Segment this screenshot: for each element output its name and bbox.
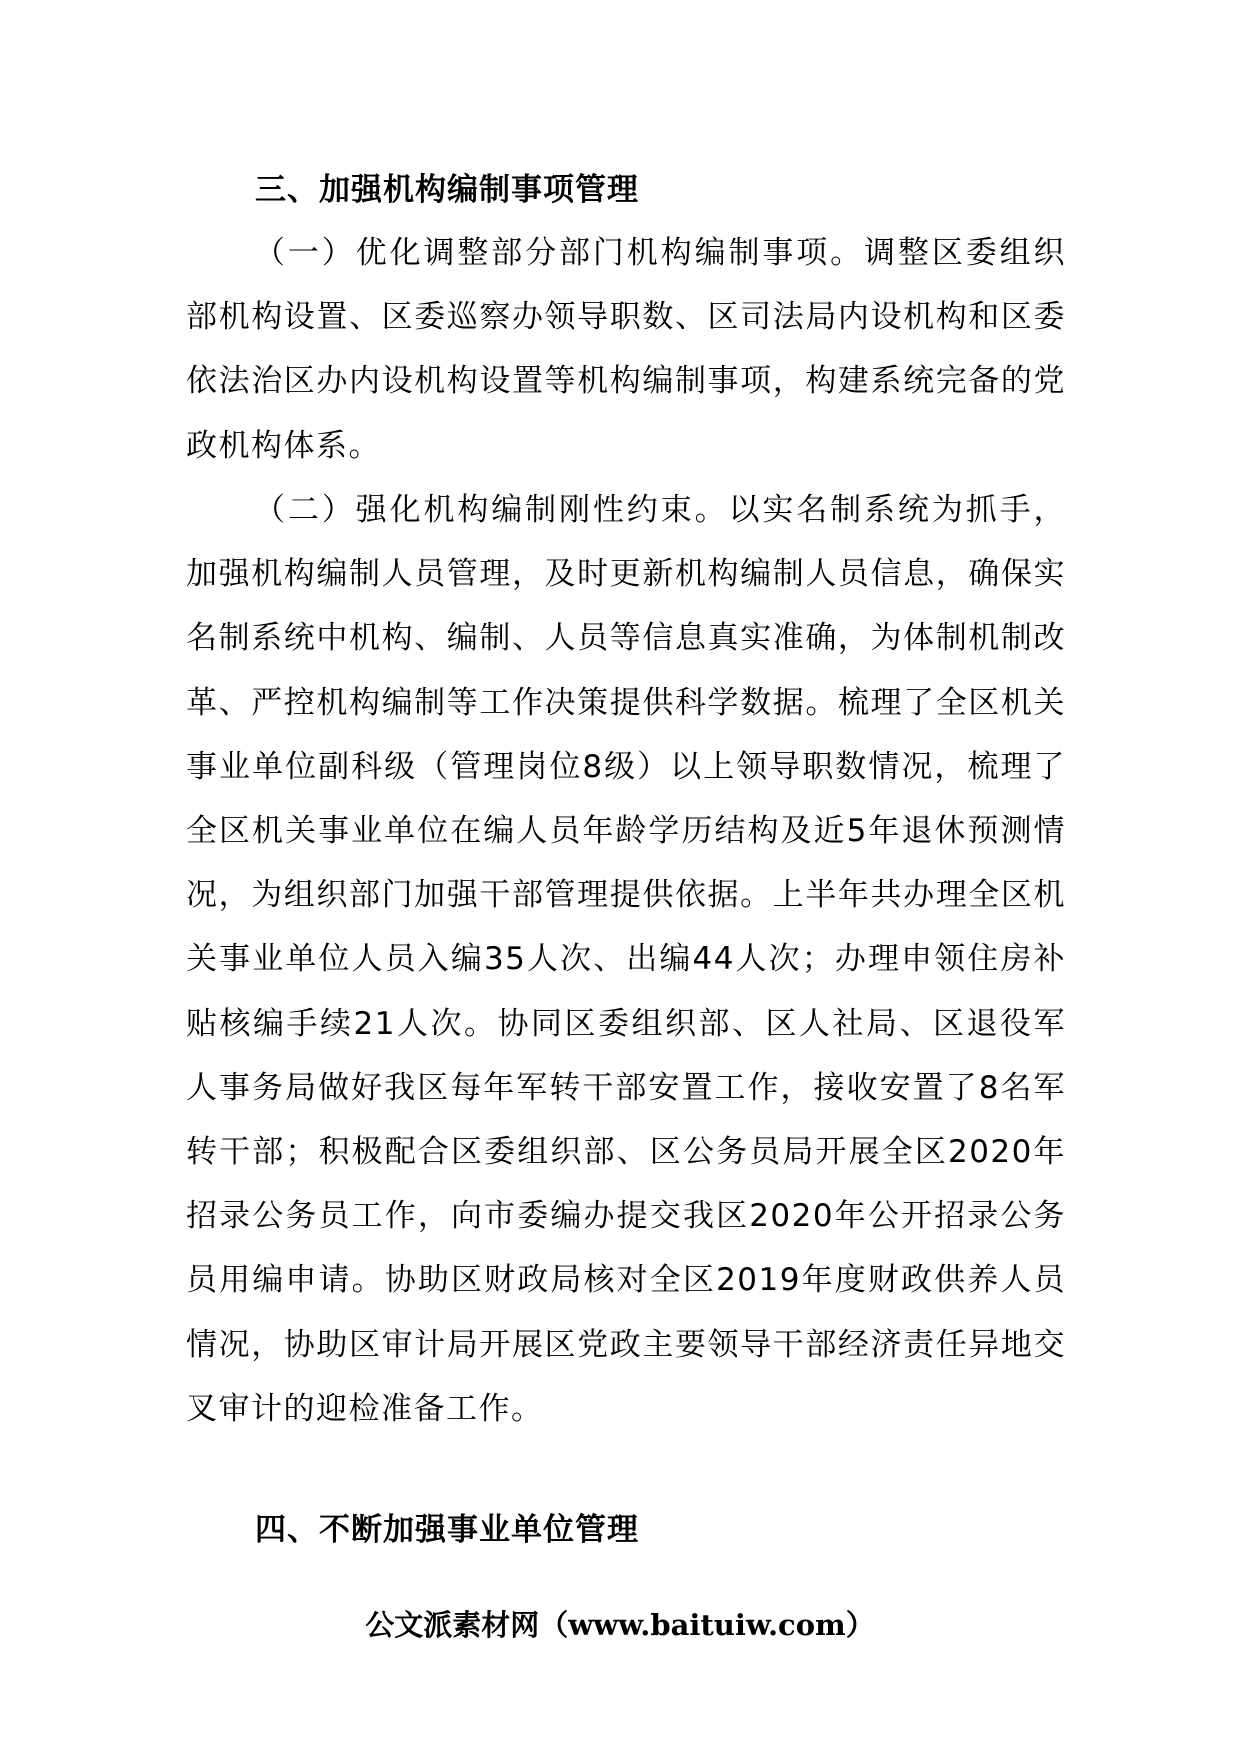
section-heading-4: 四、不断加强事业单位管理 xyxy=(255,1512,639,1548)
paragraph-1: （一）优化调整部分部门机构编制事项。调整区委组织部机构设置、区委巡察办领导职数、区司法局内设机构和区委依法治区办内设机构设置等机构编制事项，构建系统完备的党政机构体系。 xyxy=(186,235,1066,464)
section-heading-3: 三、加强机构编制事项管理 xyxy=(255,172,639,208)
footer-watermark: 公文派素材网（www.baituiw.com） xyxy=(365,1608,875,1642)
paragraph-2: （二）强化机构编制刚性约束。以实名制系统为抓手，加强机构编制人员管理，及时更新机构编制人员信息，确保实名制系统中机构、编制、人员等信息真实准确，为体制机制改革、严控机构编制等工作决策提供科学数据。梳理了全区机关事业单位副科级（管理岗位8级）以上领导职数情况，梳理了全区机关事业单位在编人员年龄学历结构及近5年退休预测情况，为组织部门加强干部管理提供依据。上半年共办理全区机关事业单位人员入编35人次、出编44人次；办理申领住房补贴核编手续21人次。协同区委组织部、区人社局、区退役军人事务局做好我区每年军转干部安置工作，接收安置了8名军转干部；积极配合区委组织部、区公务员局开展全区2020年招录公务员工作，向市委编办提交我区2020年公开招录公务员用编申请。协助区财政局核对全区2019年度财政供养人员情况，协助区审计局开展区党政主要领导干部经济责任异地交叉审计的迎检准备工作。 xyxy=(186,492,1066,1427)
